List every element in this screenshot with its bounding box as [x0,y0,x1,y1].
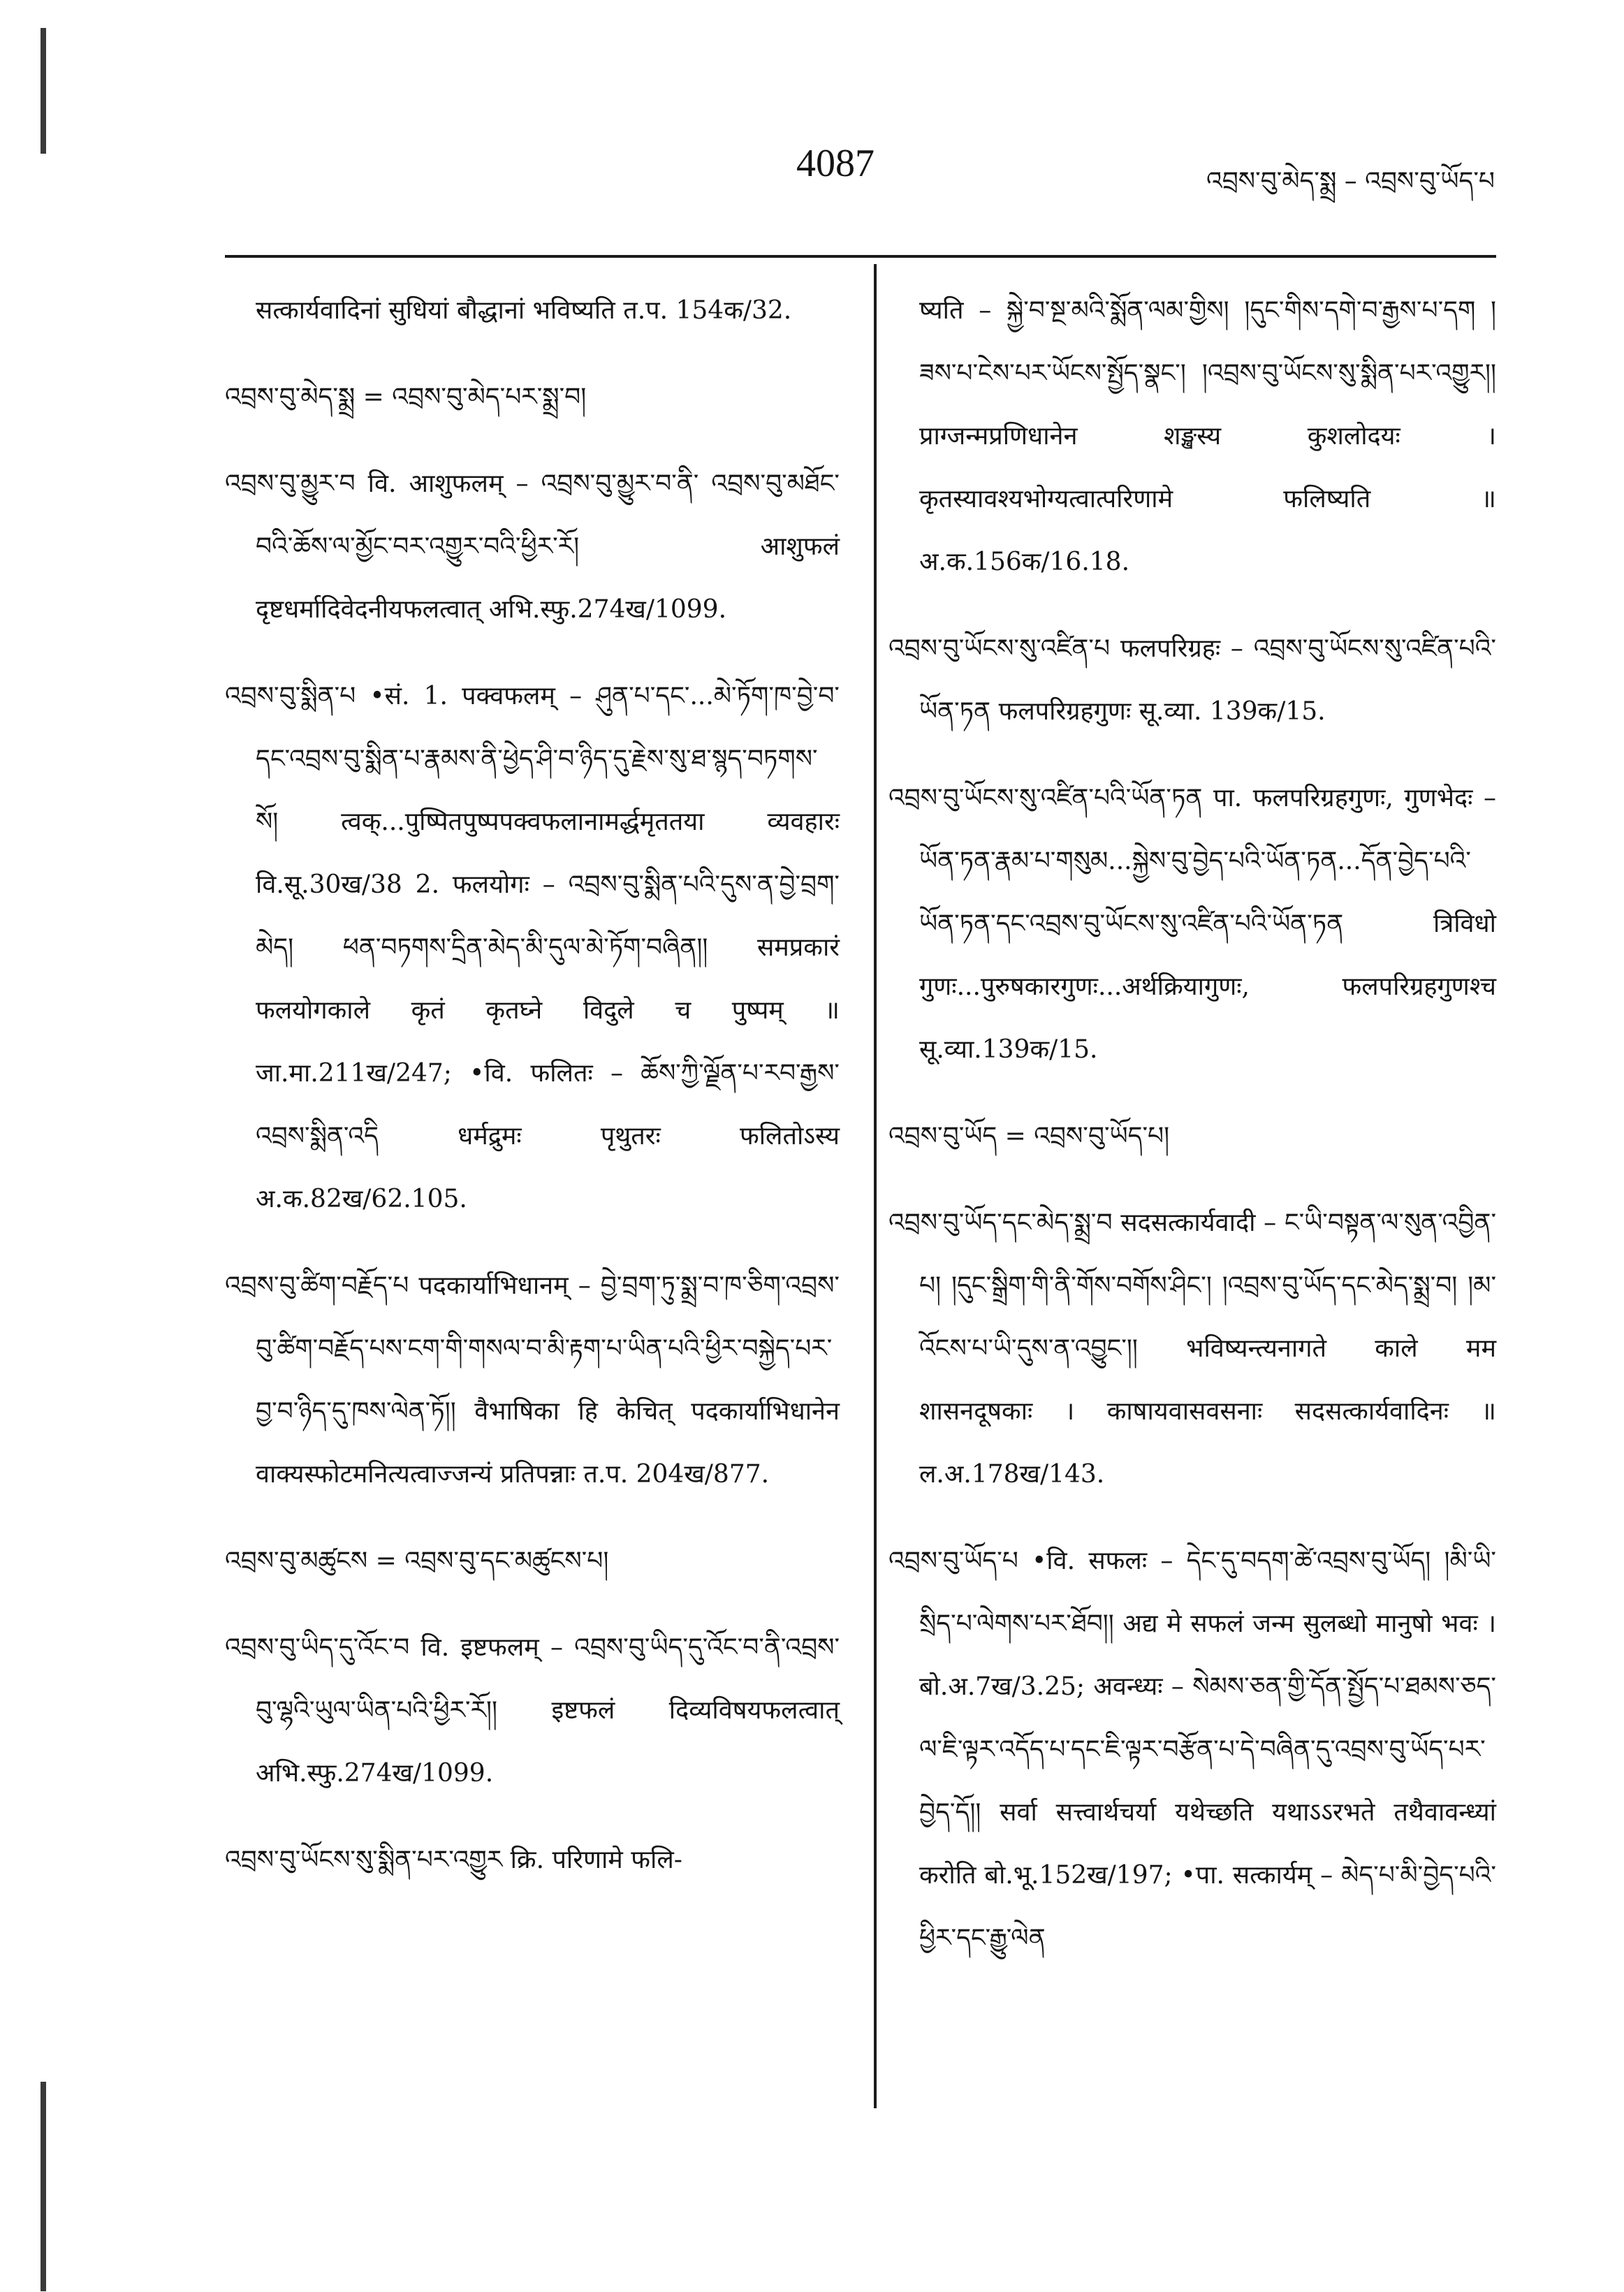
right-column [888,279,1496,1994]
margin-mark [41,2082,46,2291]
margin-mark [41,28,46,154]
left-column [225,279,840,1915]
entry: འབྲས་བུ་ཡོད་པ •वि. सफलः – དེང་དུ་བདག་ཚེ་འབྲས་བུ་ཡོད། །མི་ཡི་སྲིད་པ་ལེགས་པར་ཐོབ།། अद्य मे सफलं जन्म सुलब्धो मानुषो भवः । बो.अ.7ख/3.25; अवन्ध्यः – སེམས་ཅན་གྱི་དོན་སྤྱོད་པ་ཐམས་ཅད་ལ་ཇི་ལྟར་འདོད་པ་དང་ཇི་ལྟར་བརྩོན་པ་དེ་བཞིན་དུ་འབྲས་བུ་ཡོད་པར་བྱེད་དོ།། सर्वा सत्त्वार्थचर्या यथेच्छति यथाऽऽरभते तथैवावन्ध्यां करोति बो.भू.152ख/197; •पा. सत्कार्यम् – མེད་པ་མི་བྱེད་པའི་ཕྱིར་དང་རྒྱུ་ལེན [888,1547,1496,1952]
column-divider [874,264,877,2108]
entry: འབྲས་བུ་མེད་སྨྲ = འབྲས་བུ་མེད་པར་སྨྲ་བ། [225,383,587,411]
entry: འབྲས་བུ་མཚུངས = འབྲས་བུ་དང་མཚུངས་པ། [225,1547,609,1575]
entry: འབྲས་བུ་ཡིད་དུ་འོང་བ वि. इष्टफलम् – འབྲས་བུ་ཡིད་དུ་འོང་བ་ནི་འབྲས་བུ་ལྷའི་ཡུལ་ཡིན་པའི་ཕྱིར་རོ།། इष्टफलं दिव्यविषयफलत्वात् अभि.स्फु.274ख/1099. [225,1633,840,1788]
entry: འབྲས་བུ་ཡོད་དང་མེད་སྨྲ་བ सदसत्कार्यवादी – ང་ཡི་བསྟན་ལ་སུན་འབྱིན་པ། །དུང་སྒྲིག་གི་ནི་གོས་བགོས་ཤིང་། །འབྲས་བུ་ཡོད་དང་མེད་སྨྲ་བ། །མ་འོངས་པ་ཡི་དུས་ན་འབྱུང་།། भविष्यन्त्यनागते काले मम शासनदूषकाः । काषायवासवसनाः सदसत्कार्यवादिनः ॥ ल.अ.178ख/143. [888,1209,1496,1489]
entry: འབྲས་བུ་སྨིན་པ •सं. 1. पक्वफलम् – ཤུན་པ་དང་...མེ་ཏོག་ཁ་བྱེ་བ་དང་འབྲས་བུ་སྨིན་པ་རྣམས་ནི་ཕྱེད་ཤི་བ་ཉིད་དུ་རྗེས་སུ་ཐ་སྙད་བཏགས་སོ། त्वक्...पुष्पितपुष्पपक्वफलानामर्द्धमृततया व्यवहारः वि.सू.30ख/38 2. फलयोगः – འབྲས་བུ་སྨིན་པའི་དུས་ན་བྱེ་བྲག་མེད། ཕན་བཏགས་དྲིན་མེད་མི་དུལ་མེ་ཏོག་བཞིན།། समप्रकारं फलयोगकाले कृतं कृतघ्ने विदुले च पुष्पम् ॥ जा.मा.211ख/247; •वि. फलितः – ཆོས་ཀྱི་ལྗོན་པ་རབ་རྒྱས་འབྲས་སྨིན་འདི धर्मद्रुमः पृथुतरः फलितोऽस्य अ.क.82ख/62.105. [225,682,840,1213]
entry: འབྲས་བུ་ཡོངས་སུ་འཛིན་པའི་ཡོན་ཏན पा. फलपरिग्रहगुणः, गुणभेदः – ཡོན་ཏན་རྣམ་པ་གསུམ...སྐྱེས་བུ་བྱེད་པའི་ཡོན་ཏན...དོན་བྱེད་པའི་ཡོན་ཏན་དང་འབྲས་བུ་ཡོངས་སུ་འཛིན་པའི་ཡོན་ཏན त्रिविधो गुणः...पुरुषकारगुणः...अर्थक्रियागुणः, फलपरिग्रहगुणश्च सू.व्या.139क/15. [888,784,1496,1064]
entry: འབྲས་བུ་ཡོངས་སུ་འཛིན་པ फलपरिग्रहः – འབྲས་བུ་ཡོངས་སུ་འཛིན་པའི་ཡོན་ཏན फलपरिग्रहगुणः सू.व्या. 139क/15. [888,634,1496,726]
entry: འབྲས་བུ་མྱུར་བ वि. आशुफलम् – འབྲས་བུ་མྱུར་བ་ནི་ འབྲས་བུ་མཐོང་བའི་ཆོས་ལ་མྱོང་བར་འགྱུར་བའི་ཕྱིར་རོ། आशुफलं दृष्टधर्मादिवेदनीयफलत्वात् अभि.स्फु.274ख/1099. [225,469,840,624]
page-number: 4087 [796,142,875,185]
entry: འབྲས་བུ་ཚིག་བརྗོད་པ पदकार्याभिधानम् – བྱེ་བྲག་ཏུ་སྨྲ་བ་ཁ་ཅིག་འབྲས་བུ་ཚིག་བརྗོད་པས་ངག་གི་གསལ་བ་མི་རྟག་པ་ཡིན་པའི་ཕྱིར་བསྐྱེད་པར་བྱ་བ་ཉིད་དུ་ཁས་ལེན་ཏོ།། वैभाषिका हि केचित् पदकार्याभिधानेन वाक्यस्फोटमनित्यत्वाज्जन्यं प्रतिपन्नाः त.प. 204ख/877. [225,1271,840,1489]
top-rule [225,255,1496,258]
header-entry-range: འབྲས་བུ་མེད་སྨྲ – འབྲས་བུ་ཡོད་པ [1206,167,1495,196]
entry-continuation: सत्कार्यवादिनां सुधियां बौद्धानां भविष्यति त.प. 154क/32. [256,296,792,325]
entry-continuation: ष्यति – སྐྱེ་བ་སྔ་མའི་སྨོན་ལམ་གྱིས། །དུང་གིས་དགེ་བ་རྒྱས་པ་དག །ཟས་པ་ངེས་པར་ཡོངས་སྤྱོད་སྣང་། །འབྲས་བུ་ཡོངས་སུ་སྨིན་པར་འགྱུར།། प्राग्जन्मप्रणिधानेन शङ्खस्य कुशलोदयः । कृतस्यावश्यभोग्यत्वात्परिणामे फलिष्यति ॥ अ.क.156क/16.18. [919,296,1496,576]
entry: འབྲས་བུ་ཡོངས་སུ་སྨིན་པར་འགྱུར क्रि. परिणामे फलि- [225,1846,682,1874]
entry: འབྲས་བུ་ཡོད = འབྲས་བུ་ཡོད་པ། [888,1122,1170,1151]
